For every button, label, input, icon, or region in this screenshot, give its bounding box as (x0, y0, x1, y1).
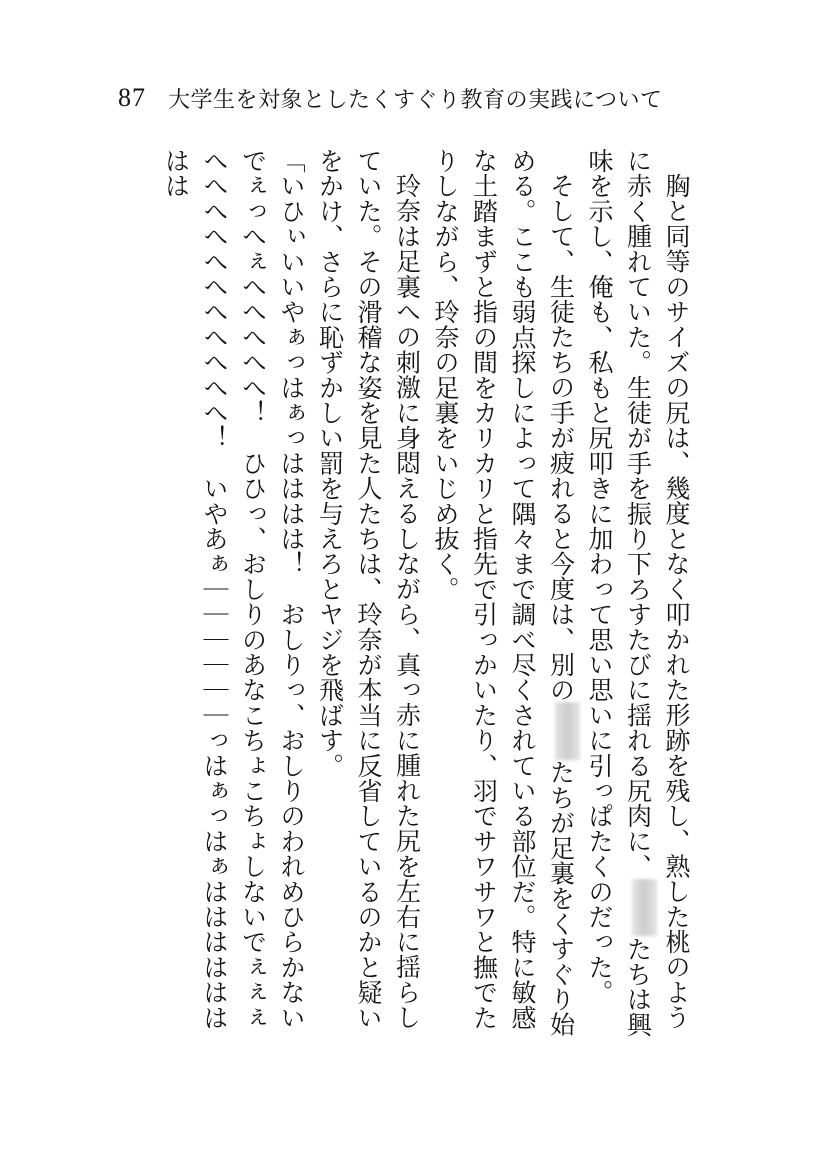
paragraph-3 (310, 148, 426, 1048)
paragraph-4-dialogue (156, 148, 310, 1048)
paragraph-1 (580, 148, 696, 1048)
redacted-word (555, 702, 580, 760)
paragraph-2 (426, 148, 580, 1048)
vertical-body-text (155, 148, 695, 1048)
paragraph-text: そして、生徒たちの手が疲れると今度は、別の (546, 173, 576, 703)
paragraph-text: 「いひぃいいやぁっはぁっはははは！ おしりっ、おしりのわれめひらかないでぇっへぇへへへへへ！ ひひっ、おしりのあなこちょこちょしないでぇぇぇへへへへへへへへへへへ！ いやあぁ｜｜｜｜｜｜っはぁっはぁはははははははは (161, 148, 306, 1030)
running-title: 大学生を対象としたくすぐり教育の実践について (168, 87, 663, 113)
redacted-word (632, 879, 657, 937)
page-header (118, 80, 663, 116)
page-number: 87 (118, 83, 146, 112)
paragraph-text: 玲奈は足裏への刺激に身悶えるしながら、真っ赤に腫れた尻を左右に揺らしていた。その滑稽な姿を見た人たちは、玲奈が本当に反省しているのかと疑いをかけ、さらに恥ずかしい罰を与えろとヤジを飛ばす。 (315, 148, 422, 1030)
paragraph-text: たちが足裏をくすぐり始める。ここも弱点探しによって隅々まで調べ尽くされている部位だ。特に敏感な土踏まずと指の間をカリカリと指先で引っかいたり、羽でサワサワと撫でたりしながら、玲奈の足裏をいじめ抜く。 (431, 148, 576, 1037)
paragraph-text: 胸と同等のサイズの尻は、幾度となく叩かれた形跡を残し、熟した桃のように赤く腫れていた。生徒が手を振り下ろすたびに揺れる尻肉に、 (623, 148, 691, 1030)
paragraph-text: たちは興味を示し、俺も、私もと尻叩きに加わって思い思いに引っぱたくのだった。 (585, 148, 653, 1038)
